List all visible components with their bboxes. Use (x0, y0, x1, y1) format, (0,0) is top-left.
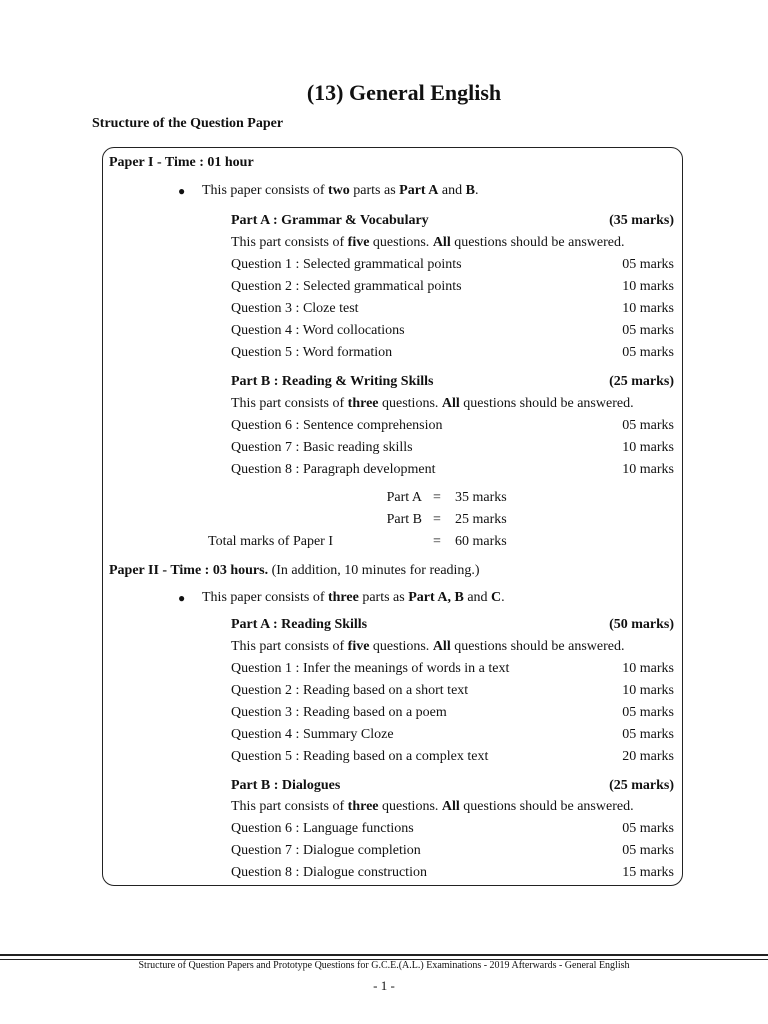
question-marks: 15 marks (622, 865, 674, 880)
summary-value: 60 marks (455, 534, 507, 549)
paper2-partB-label: Part B : Dialogues (231, 778, 341, 793)
question-marks: 05 marks (622, 821, 674, 836)
paper2-bullet: This paper consists of three parts as Part A, B and C. (202, 590, 505, 605)
bullet-icon: ● (178, 184, 186, 198)
paper2-partA-label: Part A : Reading Skills (231, 617, 368, 632)
question-marks: 05 marks (622, 727, 674, 742)
question-text: Question 2 : Selected grammatical points (231, 279, 462, 294)
question-marks: 10 marks (622, 462, 674, 477)
page-number: - 1 - (373, 978, 395, 993)
question-text: Question 5 : Reading based on a complex text (231, 749, 489, 764)
question-text: Question 2 : Reading based on a short text (231, 683, 469, 698)
paper1-bullet: This paper consists of two parts as Part A and B. (202, 183, 479, 198)
question-marks: 10 marks (622, 661, 674, 676)
paper1-partB-label: Part B : Reading & Writing Skills (231, 374, 434, 389)
summary-value: 25 marks (455, 512, 507, 527)
question-text: Question 3 : Cloze test (231, 301, 359, 316)
question-text: Question 8 : Dialogue construction (231, 865, 427, 880)
paper2-heading: Paper II - Time : 03 hours. (In addition, 10 minutes for reading.) (109, 563, 480, 578)
section-subtitle: Structure of the Question Paper (92, 116, 284, 131)
question-text: Question 5 : Word formation (231, 345, 393, 360)
question-marks: 05 marks (622, 705, 674, 720)
question-text: Question 3 : Reading based on a poem (231, 705, 447, 720)
paper1-partB-intro: This part consists of three questions. All questions should be answered. (231, 396, 634, 411)
question-text: Question 6 : Language functions (231, 821, 414, 836)
paper1-partA-label: Part A : Grammar & Vocabulary (231, 213, 429, 228)
summary-equals: = (433, 534, 441, 549)
paper1-partA-intro: This part consists of five questions. All questions should be answered. (231, 235, 625, 250)
paper2-partA-marks: (50 marks) (609, 617, 674, 632)
footer-text: Structure of Question Papers and Prototype Questions for G.C.E.(A.L.) Examinations - 2019 Afterwards - General English (138, 960, 630, 971)
question-marks: 05 marks (622, 345, 674, 360)
summary-label: Total marks of Paper I (208, 534, 333, 549)
question-text: Question 4 : Summary Cloze (231, 727, 394, 742)
question-text: Question 1 : Selected grammatical points (231, 257, 462, 272)
question-marks: 10 marks (622, 440, 674, 455)
question-text: Question 6 : Sentence comprehension (231, 418, 443, 433)
question-text: Question 4 : Word collocations (231, 323, 405, 338)
summary-label: Part A (386, 490, 422, 505)
question-marks: 05 marks (622, 323, 674, 338)
paper1-partB-marks: (25 marks) (609, 374, 674, 389)
page-title: (13) General English (306, 80, 502, 105)
paper1-heading: Paper I - Time : 01 hour (109, 155, 254, 170)
summary-label: Part B (386, 512, 422, 527)
paper2-partB-intro: This part consists of three questions. All questions should be answered. (231, 799, 634, 814)
question-text: Question 7 : Basic reading skills (231, 440, 413, 455)
question-marks: 20 marks (622, 749, 674, 764)
paper1-partA-marks: (35 marks) (609, 213, 674, 228)
footer-rule-thick (0, 954, 768, 956)
bullet-icon: ● (178, 591, 186, 605)
question-marks: 10 marks (622, 279, 674, 294)
question-text: Question 1 : Infer the meanings of words in a text (231, 661, 510, 676)
question-marks: 10 marks (622, 683, 674, 698)
question-marks: 05 marks (622, 843, 674, 858)
summary-equals: = (433, 490, 441, 505)
question-marks: 05 marks (622, 257, 674, 272)
question-text: Question 8 : Paragraph development (231, 462, 436, 477)
summary-value: 35 marks (455, 490, 507, 505)
summary-equals: = (433, 512, 441, 527)
paper2-partA-intro: This part consists of five questions. All questions should be answered. (231, 639, 625, 654)
question-text: Question 7 : Dialogue completion (231, 843, 421, 858)
question-marks: 05 marks (622, 418, 674, 433)
paper2-partB-marks: (25 marks) (609, 778, 674, 793)
question-marks: 10 marks (622, 301, 674, 316)
